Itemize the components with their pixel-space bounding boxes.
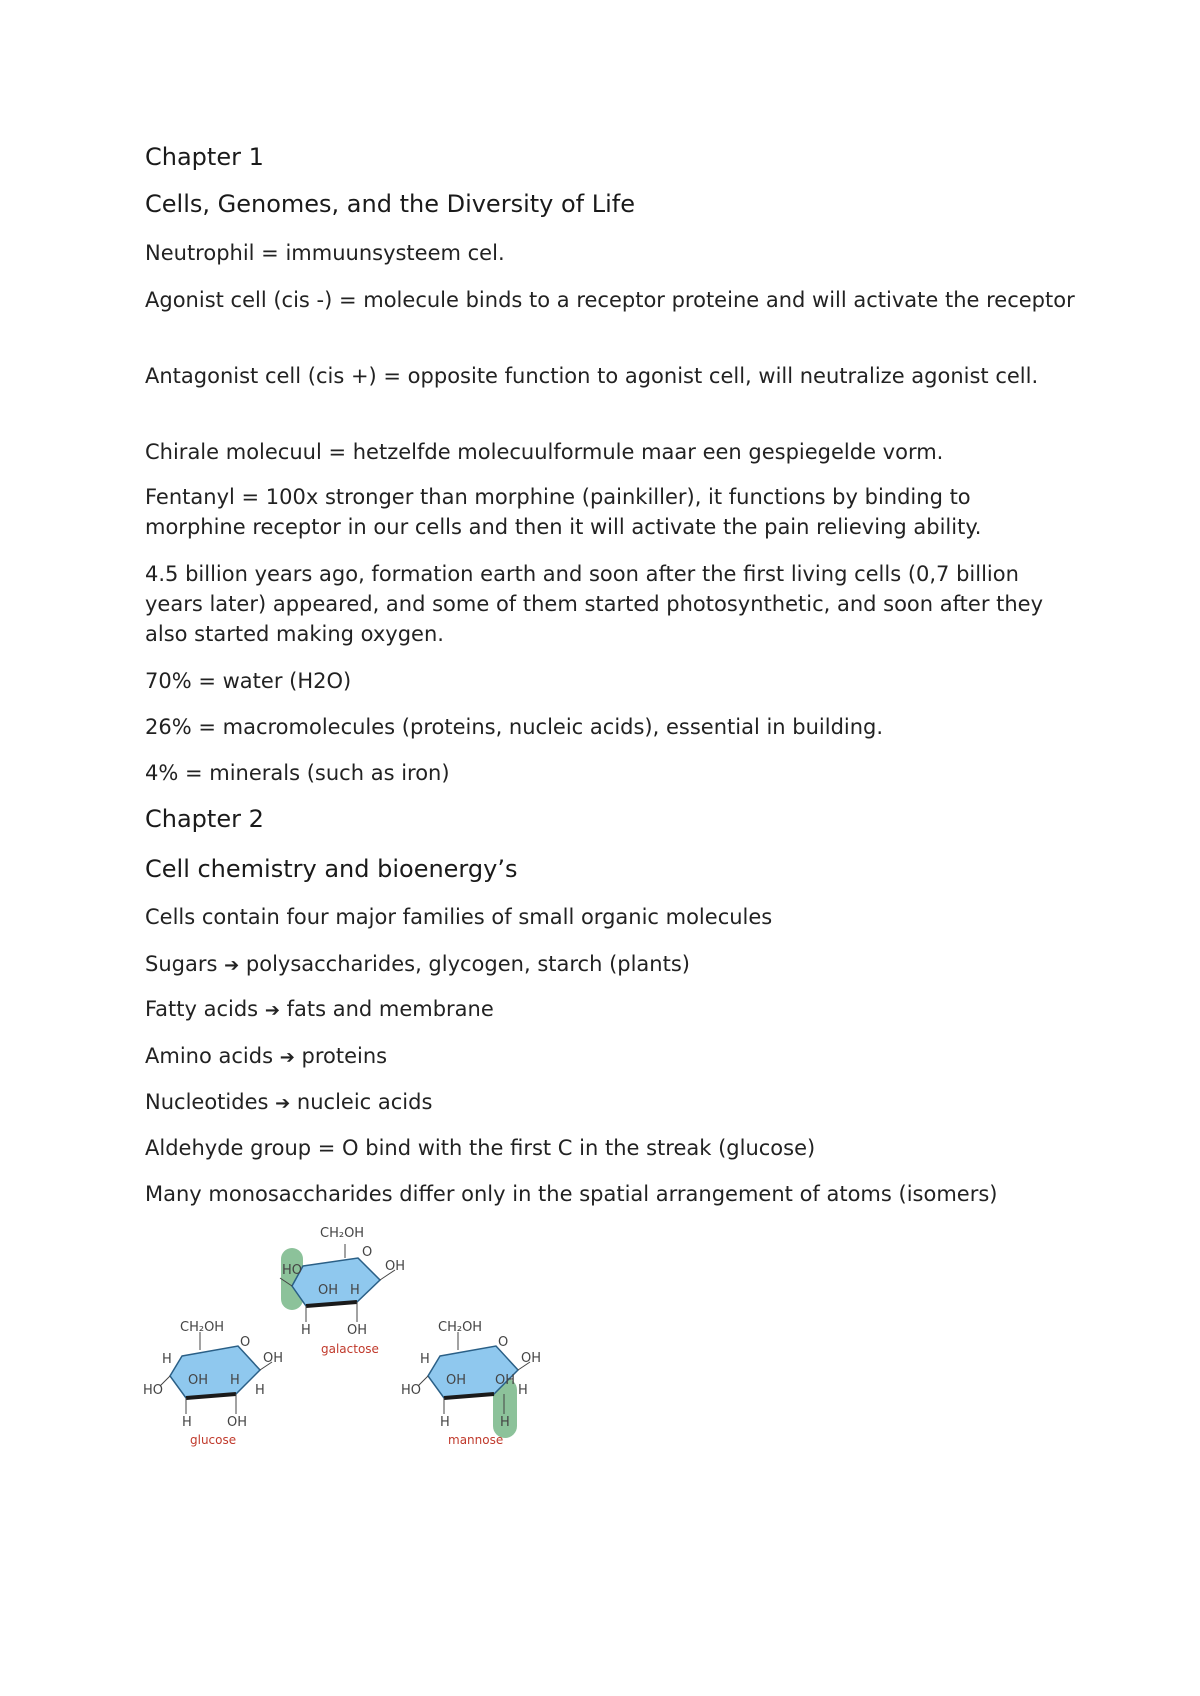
mannose-h-bottom-label: H: [440, 1415, 450, 1430]
list-item-term: Fatty acids: [145, 997, 259, 1021]
mannose-ch2oh-label: CH₂OH: [438, 1320, 483, 1335]
right-arrow-icon: ➔: [279, 1047, 295, 1068]
glucose-oh-label: OH: [263, 1351, 284, 1366]
galactose-caption: galactose: [321, 1342, 379, 1356]
glucose-ho-label: HO: [143, 1383, 164, 1398]
isomers-diagram: [140, 1218, 560, 1468]
list-item-amino-acids: [145, 1041, 1075, 1073]
paragraph-macromolecules: 26% = macromolecules (proteins, nucleic acids), essential in building.: [145, 715, 884, 739]
right-arrow-icon: ➔: [275, 1093, 291, 1114]
galactose-oh-label: OH: [385, 1259, 406, 1274]
paragraph-antagonist: Antagonist cell (cis +) = opposite function to agonist cell, will neutralize agonist cell.: [145, 364, 1039, 388]
list-item-term: Nucleotides: [145, 1090, 269, 1114]
list-item-definition: proteins: [301, 1044, 388, 1068]
paragraph-earth-history: 4.5 billion years ago, formation earth and soon after the first living cells (0,7 billion years later) appeared, and some of them started photosynthetic, and soon after they also started making oxygen.: [145, 562, 1044, 646]
paragraph-aldehyde: Aldehyde group = O bind with the first C in the streak (glucose): [145, 1136, 816, 1160]
mannose-h-bottom-right-label: H: [500, 1415, 510, 1430]
list-item-sugars: [145, 949, 1075, 981]
paragraph-neutrophil: Neutrophil = immuunsysteem cel.: [145, 241, 505, 265]
paragraph-water: 70% = water (H2O): [145, 669, 352, 693]
galactose-molecule: [280, 1226, 405, 1356]
glucose-ch2oh-label: CH₂OH: [180, 1320, 225, 1335]
list-item-definition: nucleic acids: [296, 1090, 433, 1114]
glucose-o-label: O: [240, 1335, 251, 1350]
mannose-caption: mannose: [448, 1433, 504, 1447]
glucose-h-inner-label: H: [230, 1373, 240, 1388]
paragraph-organic-molecules: Cells contain four major families of small organic molecules: [145, 905, 773, 929]
mannose-oh-inner-label: OH: [446, 1373, 467, 1388]
right-arrow-icon: ➔: [264, 1000, 280, 1021]
chapter-1-heading: Chapter 1: [145, 143, 264, 171]
paragraph-fentanyl: Fentanyl = 100x stronger than morphine (painkiller), it functions by binding to morphine receptor in our cells and then it will activate the pain relieving ability.: [145, 485, 982, 539]
chapter-1-subheading: Cells, Genomes, and the Diversity of Life: [145, 190, 635, 218]
mannose-ho-label: HO: [401, 1383, 422, 1398]
right-arrow-icon: ➔: [224, 955, 240, 976]
glucose-h-right-label: H: [255, 1383, 265, 1398]
glucose-h-left-label: H: [162, 1352, 172, 1367]
list-item-fatty-acids: [145, 994, 1075, 1026]
list-item-term: Amino acids: [145, 1044, 274, 1068]
galactose-oh-bottom-label: OH: [347, 1323, 368, 1338]
chapter-2-heading: Chapter 2: [145, 805, 264, 833]
paragraph-isomers: Many monosaccharides differ only in the spatial arrangement of atoms (isomers): [145, 1182, 998, 1206]
glucose-h-bottom-label: H: [182, 1415, 192, 1430]
list-item-nucleotides: [145, 1087, 1075, 1119]
mannose-o-label: O: [498, 1335, 509, 1350]
mannose-h-left-label: H: [420, 1352, 430, 1367]
galactose-h-label: H: [350, 1283, 360, 1298]
glucose-molecule: [143, 1320, 283, 1447]
paragraph-minerals: 4% = minerals (such as iron): [145, 761, 450, 785]
glucose-ring: [170, 1346, 260, 1398]
paragraph-agonist: Agonist cell (cis -) = molecule binds to a receptor proteine and will activate the receptor: [145, 288, 1075, 312]
galactose-ring: [292, 1258, 380, 1306]
paragraph-chirale: Chirale molecuul = hetzelfde molecuulformule maar een gespiegelde vorm.: [145, 440, 944, 464]
mannose-molecule: [401, 1320, 541, 1447]
list-item-definition: fats and membrane: [286, 997, 494, 1021]
mannose-h-right-label: H: [518, 1383, 528, 1398]
glucose-oh-inner-label: OH: [188, 1373, 209, 1388]
mannose-oh-label: OH: [521, 1351, 542, 1366]
galactose-ch2oh-label: CH₂OH: [320, 1226, 365, 1241]
glucose-oh-bottom-label: OH: [227, 1415, 248, 1430]
galactose-o-label: O: [362, 1245, 373, 1260]
list-item-term: Sugars: [145, 952, 218, 976]
galactose-oh-inner-label: OH: [318, 1283, 339, 1298]
glucose-caption: glucose: [190, 1433, 237, 1447]
galactose-h-bottom-label: H: [301, 1323, 311, 1338]
galactose-ho-label: HO: [282, 1263, 303, 1278]
mannose-oh-highlight-label: OH: [495, 1373, 516, 1388]
list-item-definition: polysaccharides, glycogen, starch (plants): [245, 952, 690, 976]
chapter-2-subheading: Cell chemistry and bioenergy’s: [145, 855, 518, 883]
monosaccharide-isomers-figure: [140, 1218, 560, 1468]
